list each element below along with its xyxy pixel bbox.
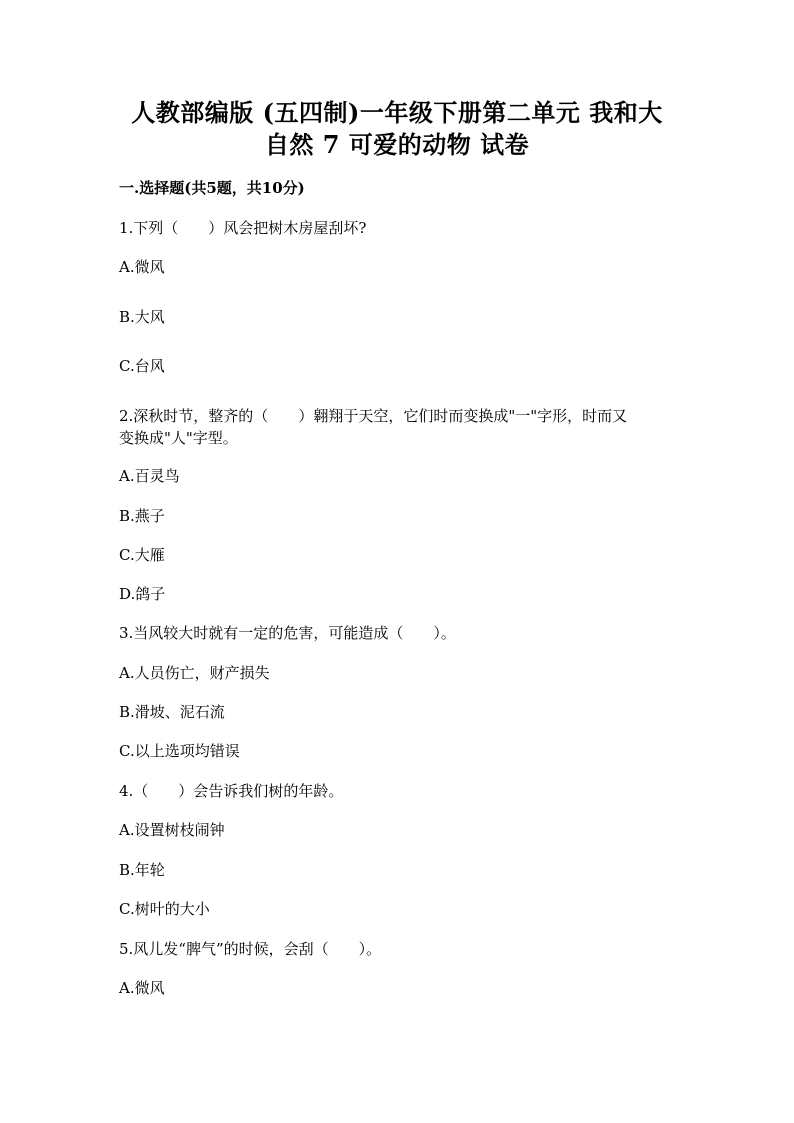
question-2-stem-line-2: 变换成"人"字型。 (119, 429, 238, 447)
question-1-stem: 1.下列（ ）风会把树木房屋刮坏? (119, 219, 367, 237)
question-2-option-a: A.百灵鸟 (119, 467, 180, 485)
question-3-option-c: C.以上选项均错误 (119, 742, 240, 760)
question-4-option-c: C.树叶的大小 (119, 900, 210, 918)
question-3-stem: 3.当风较大时就有一定的危害，可能造成（ ）。 (119, 624, 456, 642)
question-5-option-a: A.微风 (119, 979, 165, 997)
question-4-stem: 4.（ ）会告诉我们树的年龄。 (119, 782, 344, 800)
question-5-stem: 5.风儿发“脾气”的时候，会刮（ ）。 (119, 940, 382, 958)
question-3-option-a: A.人员伤亡，财产损失 (119, 664, 270, 682)
question-2-option-b: B.燕子 (119, 507, 165, 525)
question-1-option-a: A.微风 (119, 258, 165, 276)
question-4-option-b: B.年轮 (119, 861, 165, 879)
exam-title-line-1: 人教部编版 (五四制)一年级下册第二单元 我和大 (131, 98, 663, 127)
question-3-option-b: B.滑坡、泥石流 (119, 703, 225, 721)
question-4-option-a: A.设置树枝闹钟 (119, 821, 225, 839)
exam-title-line-2: 自然 7 可爱的动物 试卷 (264, 130, 530, 159)
question-2-option-c: C.大雁 (119, 546, 165, 564)
question-2-option-d: D.鸽子 (119, 585, 166, 603)
question-1-option-c: C.台风 (119, 357, 165, 375)
section-heading: 一.选择题(共5题，共10分) (119, 179, 305, 197)
question-1-option-b: B.大风 (119, 308, 165, 326)
question-2-stem-line-1: 2.深秋时节，整齐的（ ）翱翔于天空，它们时而变换成"一"字形，时而又 (119, 407, 628, 425)
